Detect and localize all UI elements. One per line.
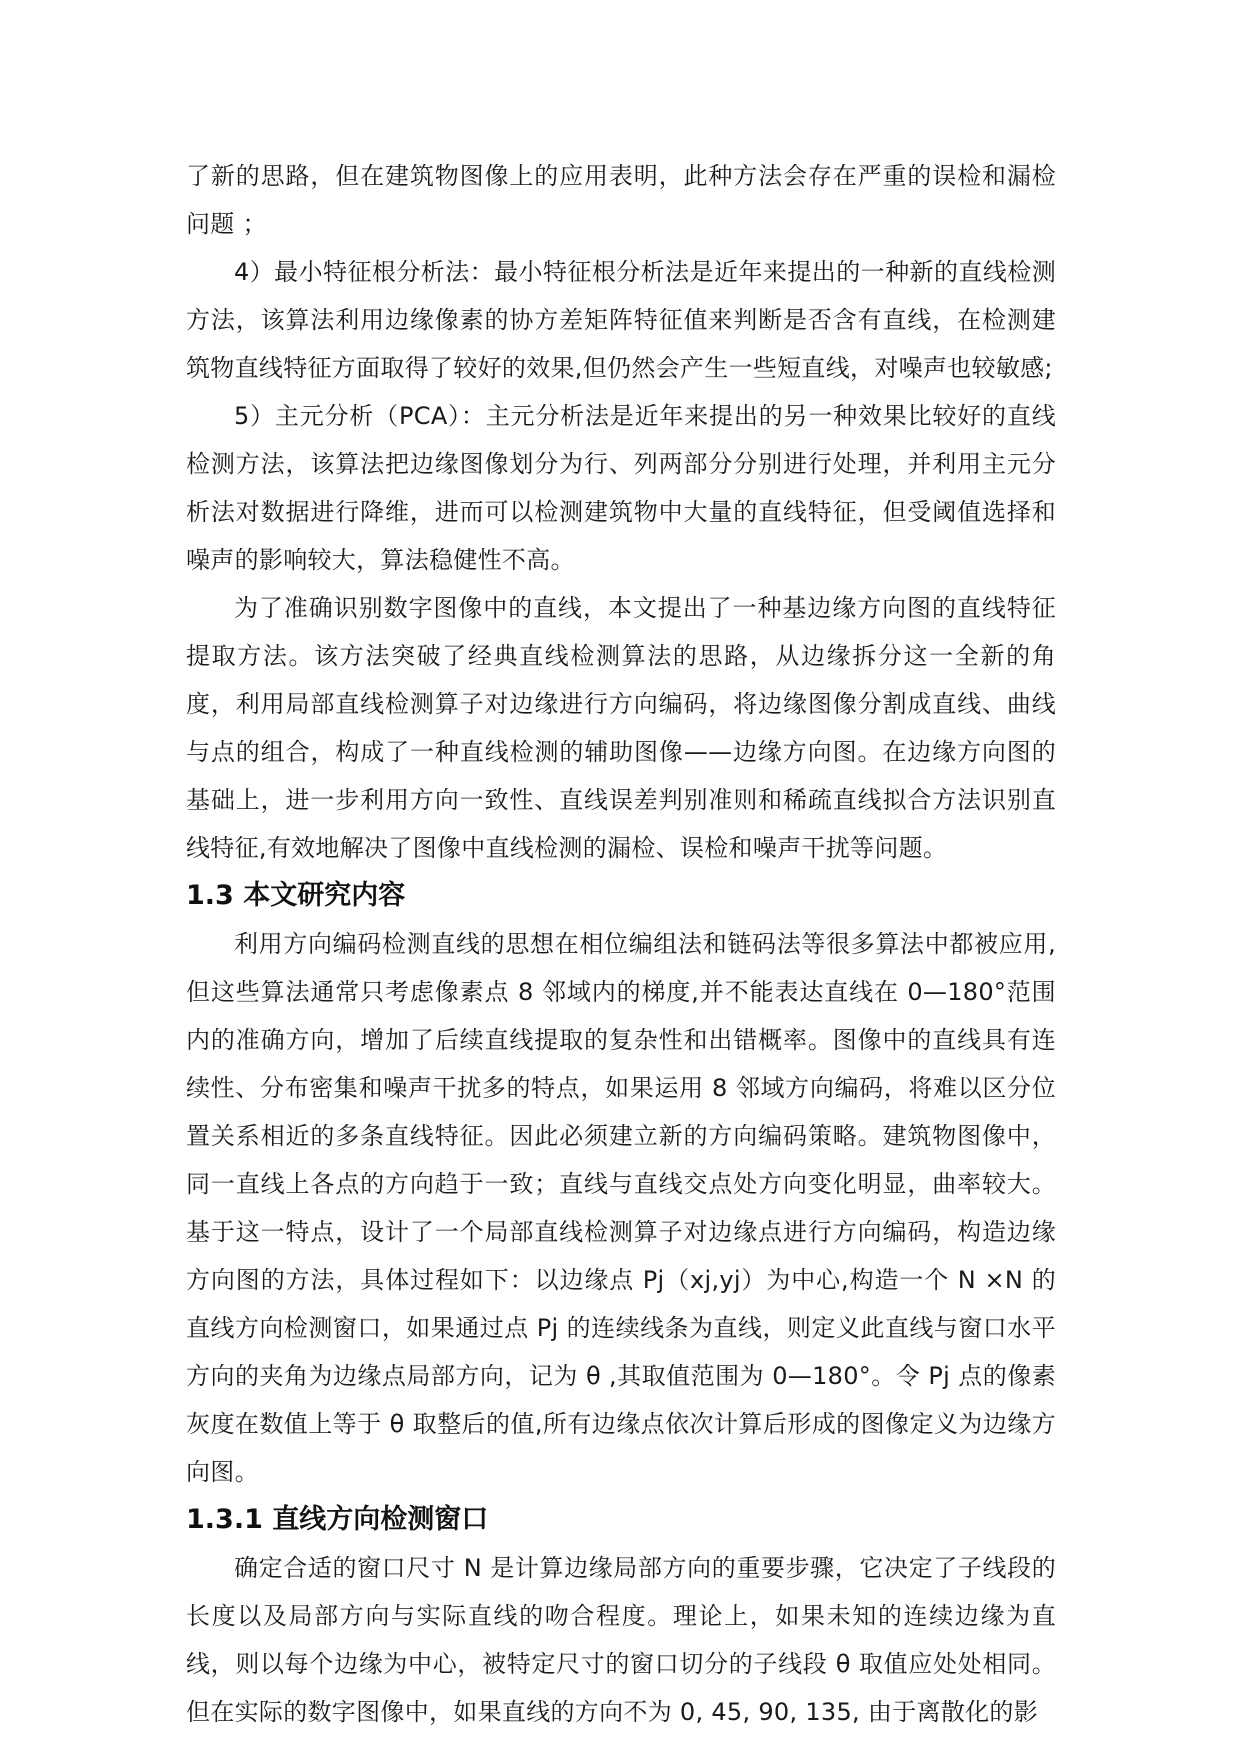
paragraph-section-1-3: 利用方向编码检测直线的思想在相位编组法和链码法等很多算法中都被应用,但这些算法通常只考虑像素点 8 邻域内的梯度,并不能表达直线在 0—180°范围内的准确方向，增加了后续直线提取的复杂性和出错概率。图像中的直线具有连续性、分布密集和噪声干扰多的特点，如果运用 8 邻域方向编码，将难以区分位置关系相近的多条直线特征。因此必须建立新的方向编码策略。建筑物图像中，同一直线上各点的方向趋于一致；直线与直线交点处方向变化明显，曲率较大。基于这一特点，设计了一个局部直线检测算子对边缘点进行方向编码，构造边缘方向图的方法，具体过程如下：以边缘点 Pj（xj,yj）为中心,构造一个 N ×N 的直线方向检测窗口，如果通过点 Pj 的连续线条为直线，则定义此直线与窗口水平方向的夹角为边缘点局部方向，记为 θ ,其取值范围为 0—180°。令 Pj 点的像素灰度在数值上等于 θ 取整后的值,所有边缘点依次计算后形成的图像定义为边缘方向图。	[186, 930, 1056, 1486]
paragraph-continuation: 了新的思路，但在建筑物图像上的应用表明，此种方法会存在严重的误检和漏检问题 ；	[186, 162, 1056, 238]
paragraph-proposed-method: 为了准确识别数字图像中的直线，本文提出了一种基边缘方向图的直线特征提取方法。该方法突破了经典直线检测算法的思路，从边缘拆分这一全新的角度，利用局部直线检测算子对边缘进行方向编码，将边缘图像分割成直线、曲线与点的组合，构成了一种直线检测的辅助图像——边缘方向图。在边缘方向图的基础上，进一步利用方向一致性、直线误差判别准则和稀疏直线拟合方法识别直线特征,有效地解决了图像中直线检测的漏检、误检和噪声干扰等问题。	[186, 594, 1056, 862]
section-heading-1-3: 1.3 本文研究内容	[186, 880, 406, 911]
paragraph-section-1-3-1: 确定合适的窗口尺寸 N 是计算边缘局部方向的重要步骤，它决定了子线段的长度以及局部方向与实际直线的吻合程度。理论上，如果未知的连续边缘为直线，则以每个边缘为中心，被特定尺寸的窗口切分的子线段 θ 取值应处处相同。但在实际的数字图像中，如果直线的方向不为 0, 45, 90, 135, 由于离散化的影	[186, 1554, 1056, 1726]
document-page	[186, 152, 1056, 1736]
section-heading-1-3-1: 1.3.1 直线方向检测窗口	[186, 1504, 489, 1535]
paragraph-min-eigenvalue-method: 4）最小特征根分析法：最小特征根分析法是近年来提出的一种新的直线检测方法，该算法利用边缘像素的协方差矩阵特征值来判断是否含有直线，在检测建筑物直线特征方面取得了较好的效果,但仍然会产生一些短直线，对噪声也较敏感;	[186, 258, 1056, 382]
paragraph-pca-method: 5）主元分析（PCA）：主元分析法是近年来提出的另一种效果比较好的直线检测方法，该算法把边缘图像划分为行、列两部分分别进行处理，并利用主元分析法对数据进行降维，进而可以检测建筑物中大量的直线特征，但受阈值选择和噪声的影响较大，算法稳健性不高。	[186, 402, 1056, 574]
